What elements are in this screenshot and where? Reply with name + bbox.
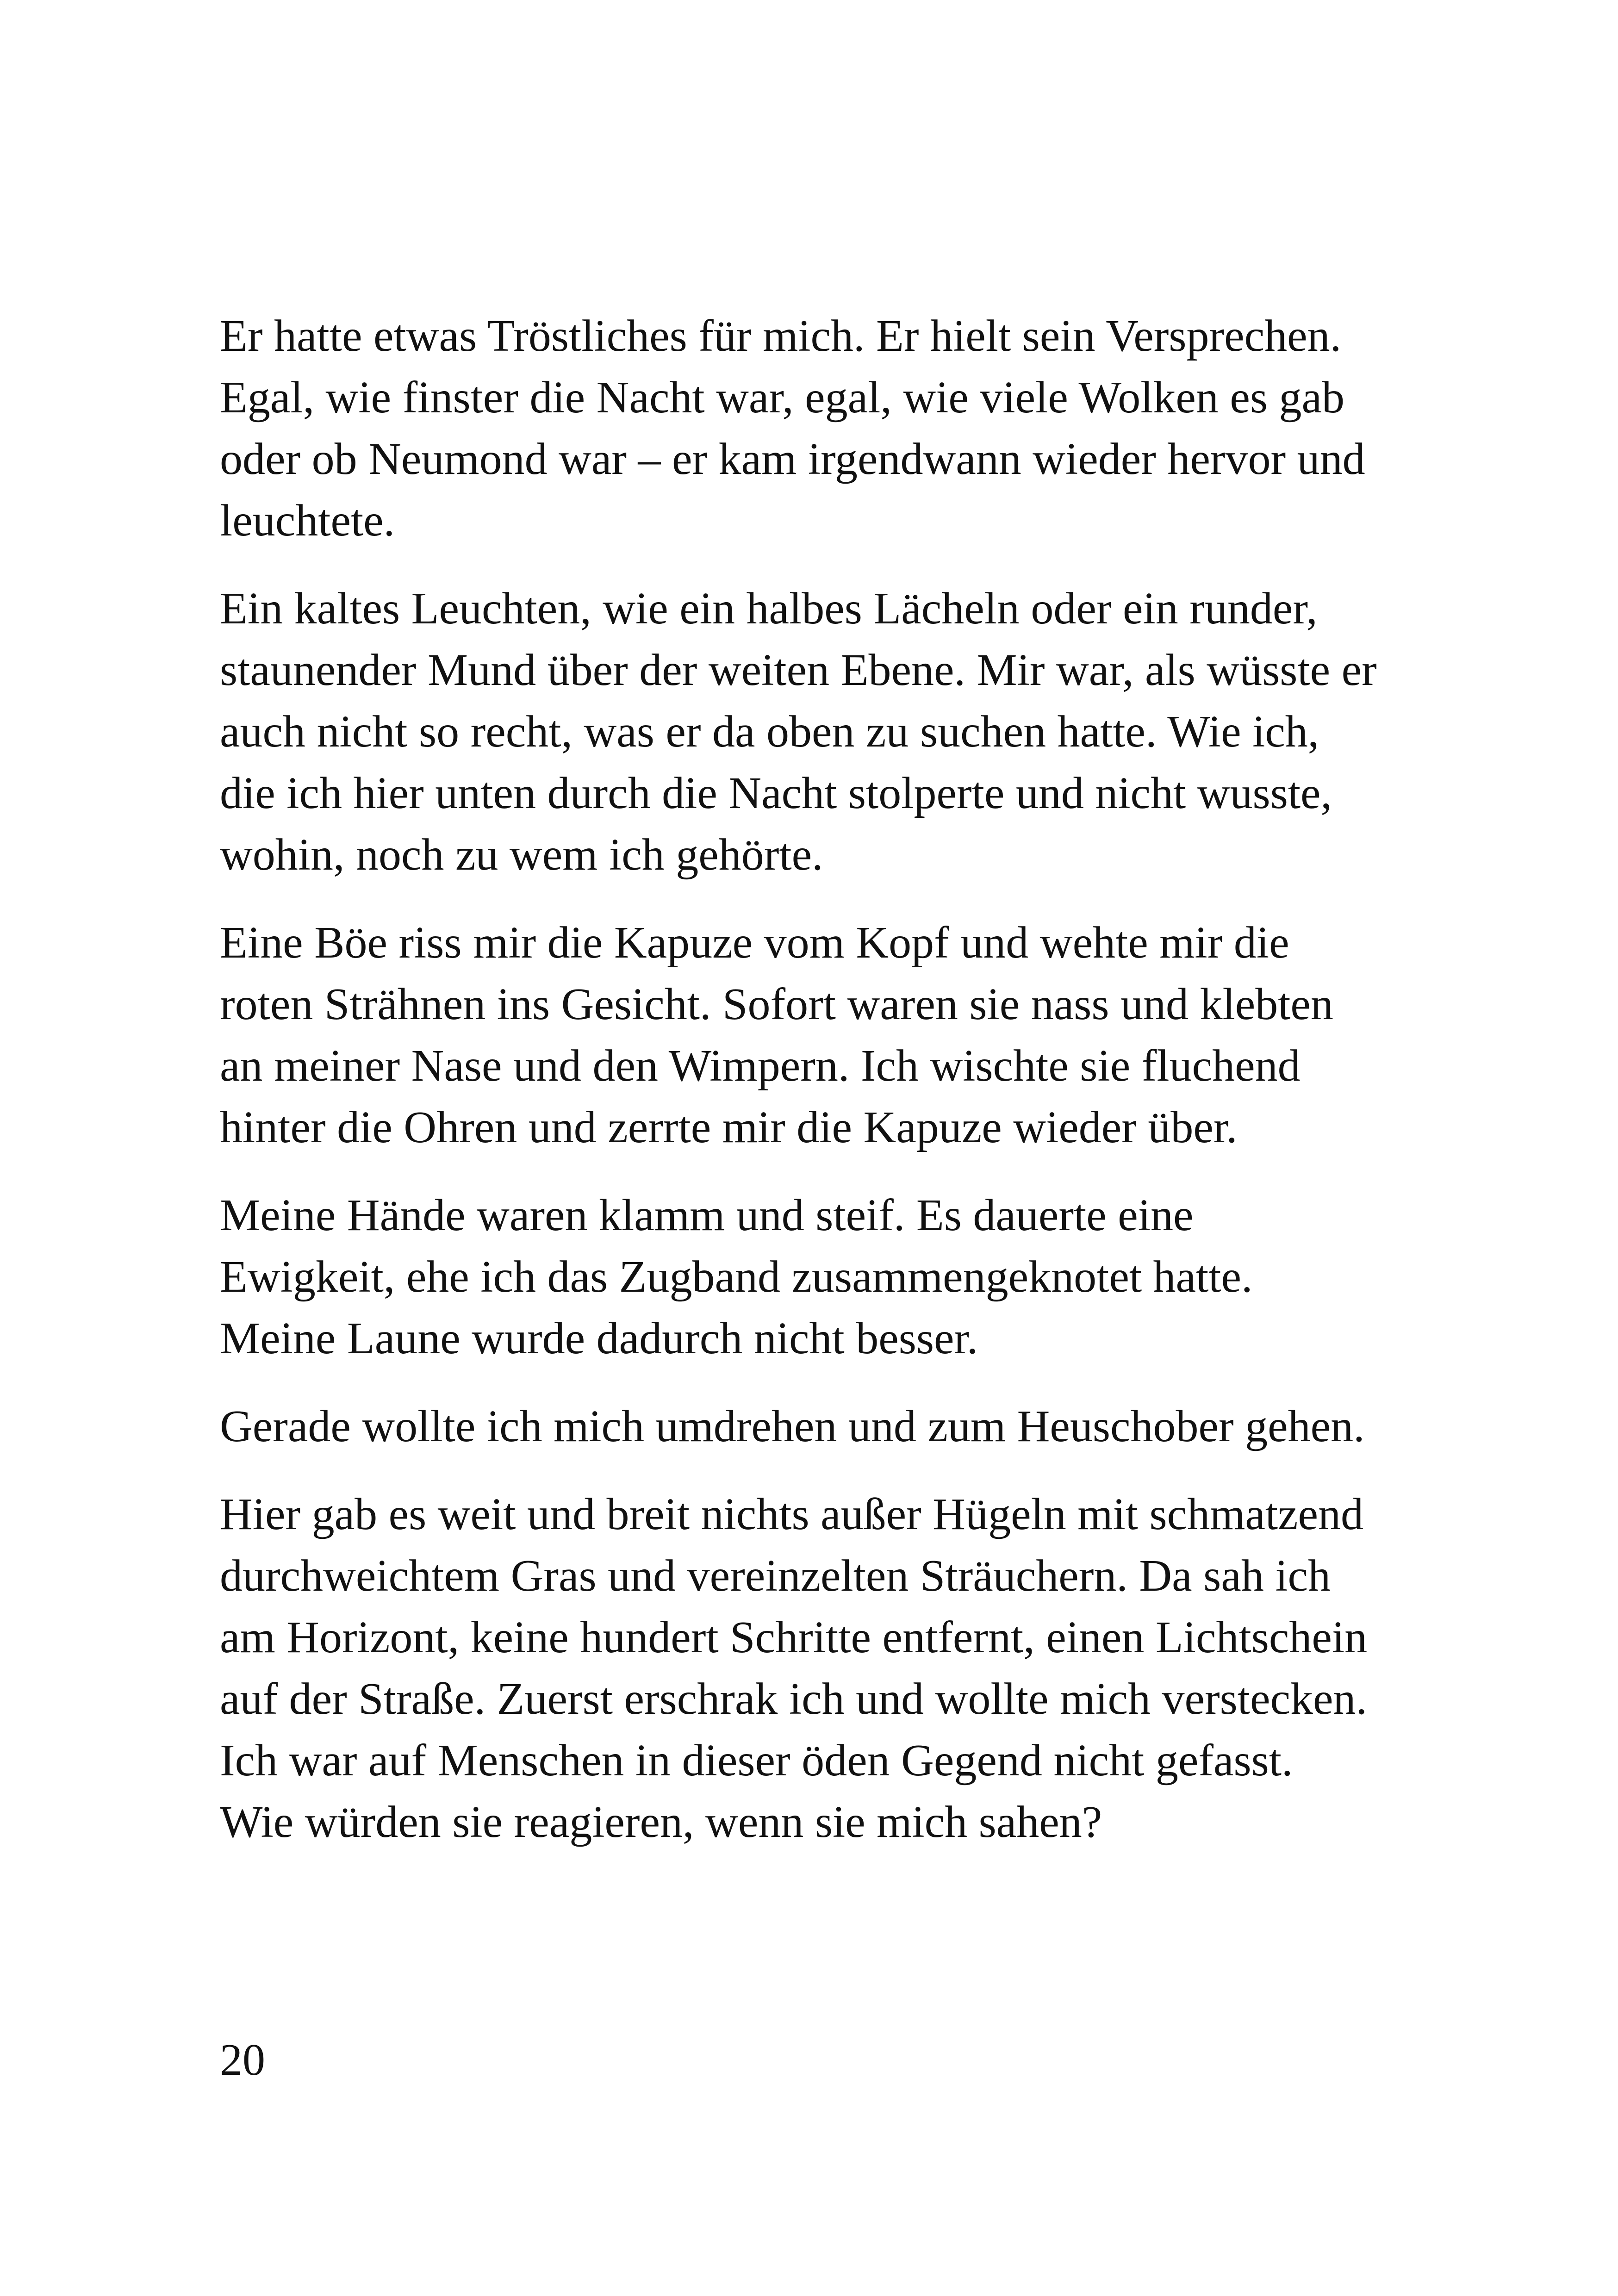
text-line: Ewigkeit, ehe ich das Zugband zusammengeknotet hatte. bbox=[220, 1252, 1253, 1302]
text-line: an meiner Nase und den Wimpern. Ich wischte sie fluchend bbox=[220, 1041, 1301, 1091]
text-line: Er hatte etwas Tröstliches für mich. Er hielt sein Versprechen. bbox=[220, 311, 1342, 361]
body-text bbox=[220, 305, 1432, 1879]
text-line: auch nicht so recht, was er da oben zu suchen hatte. Wie ich, bbox=[220, 707, 1319, 757]
text-line: Hier gab es weit und breit nichts außer Hügeln mit schmatzend bbox=[220, 1489, 1364, 1539]
page-number: 20 bbox=[220, 2035, 265, 2085]
text-line: Gerade wollte ich mich umdrehen und zum Heuschober gehen. bbox=[220, 1401, 1365, 1451]
text-line: Ich war auf Menschen in dieser öden Gegend nicht gefasst. bbox=[220, 1736, 1293, 1786]
text-line: wohin, noch zu wem ich gehörte. bbox=[220, 830, 823, 880]
paragraph bbox=[220, 1396, 1432, 1457]
text-line: roten Strähnen ins Gesicht. Sofort waren sie nass und klebten bbox=[220, 979, 1333, 1029]
text-line: staunender Mund über der weiten Ebene. Mir war, als wüsste er bbox=[220, 645, 1377, 695]
paragraph bbox=[220, 305, 1432, 552]
text-line: Meine Laune wurde dadurch nicht besser. bbox=[220, 1313, 978, 1363]
text-line: oder ob Neumond war – er kam irgendwann wieder hervor und bbox=[220, 434, 1365, 484]
text-line: Egal, wie finster die Nacht war, egal, wie viele Wolken es gab bbox=[220, 373, 1345, 423]
text-line: Eine Böe riss mir die Kapuze vom Kopf und wehte mir die bbox=[220, 918, 1289, 968]
paragraph bbox=[220, 578, 1432, 886]
paragraph bbox=[220, 1185, 1432, 1369]
text-line: die ich hier unten durch die Nacht stolperte und nicht wusste, bbox=[220, 768, 1332, 818]
text-line: durchweichtem Gras und vereinzelten Sträuchern. Da sah ich bbox=[220, 1551, 1331, 1601]
text-line: Wie würden sie reagieren, wenn sie mich sahen? bbox=[220, 1797, 1102, 1847]
text-line: hinter die Ohren und zerrte mir die Kapuze wieder über. bbox=[220, 1102, 1238, 1152]
text-line: leuchtete. bbox=[220, 496, 395, 546]
text-line: am Horizont, keine hundert Schritte entfernt, einen Lichtschein bbox=[220, 1612, 1368, 1662]
text-line: Meine Hände waren klamm und steif. Es dauerte eine bbox=[220, 1190, 1194, 1240]
text-line: auf der Straße. Zuerst erschrak ich und wollte mich verstecken. bbox=[220, 1674, 1367, 1724]
text-line: Ein kaltes Leuchten, wie ein halbes Lächeln oder ein runder, bbox=[220, 584, 1318, 634]
paragraph bbox=[220, 1484, 1432, 1853]
paragraph bbox=[220, 912, 1432, 1158]
